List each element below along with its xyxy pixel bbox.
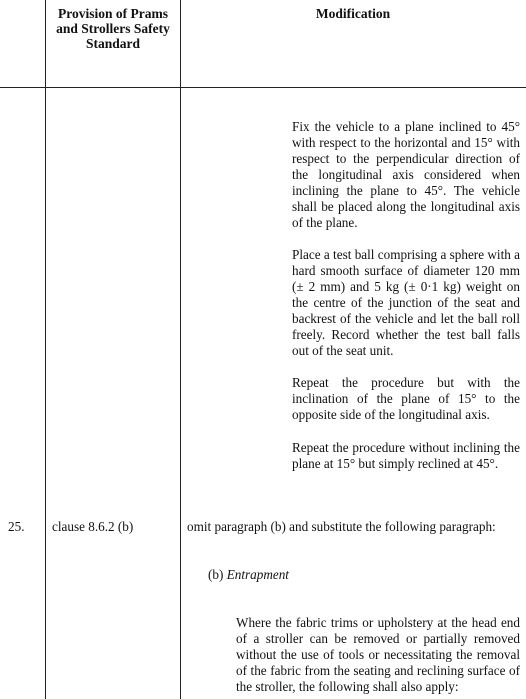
paragraph-test-ball: Place a test ball comprising a sphere with a hard smooth surface of diameter 120 mm (± 2 mm) and 5 kg (± 0·1 kg) weight on the centre of the junction of the seat and backrest of the vehicle and let the ball roll freely. Record whether the test ball falls out of the seat unit. xyxy=(292,247,520,358)
row-instruction: omit paragraph (b) and substitute the following paragraph: xyxy=(187,519,496,534)
paragraph-repeat-reclined: Repeat the procedure without inclining the plane at 15° but simply reclined at 45°. xyxy=(292,440,520,471)
row-provision: clause 8.6.2 (b) xyxy=(52,519,134,534)
table-border-left xyxy=(45,0,46,699)
sub-paragraph-label: (b) xyxy=(208,567,224,582)
sub-paragraph-heading xyxy=(208,567,289,583)
entrapment-body: Where the fabric trims or upholstery at the head end of a stroller can be removed or partially removed without the use of tools or necessitating the removal of the fabric from the seating and reclining surface of the stroller, the following shall also apply: xyxy=(236,615,520,694)
header-divider xyxy=(0,87,526,88)
paragraph-repeat-opposite: Repeat the procedure but with the inclination of the plane of 15° to the opposite side of the longitudinal axis. xyxy=(292,375,520,422)
column-header-modification: Modification xyxy=(315,6,391,21)
column-header-provision: Provision of Prams and Strollers Safety Standard xyxy=(56,6,170,51)
sub-paragraph-title: Entrapment xyxy=(226,567,289,582)
paragraph-incline-plane: Fix the vehicle to a plane inclined to 45° with respect to the horizontal and 15° with respect to the perpendicular direction of the longitudinal axis considered when inclining the plane to 45°. The vehicle shall be placed along the longitudinal axis of the plane. xyxy=(292,119,520,230)
table-border-middle xyxy=(180,0,181,699)
row-number: 25. xyxy=(8,519,25,534)
